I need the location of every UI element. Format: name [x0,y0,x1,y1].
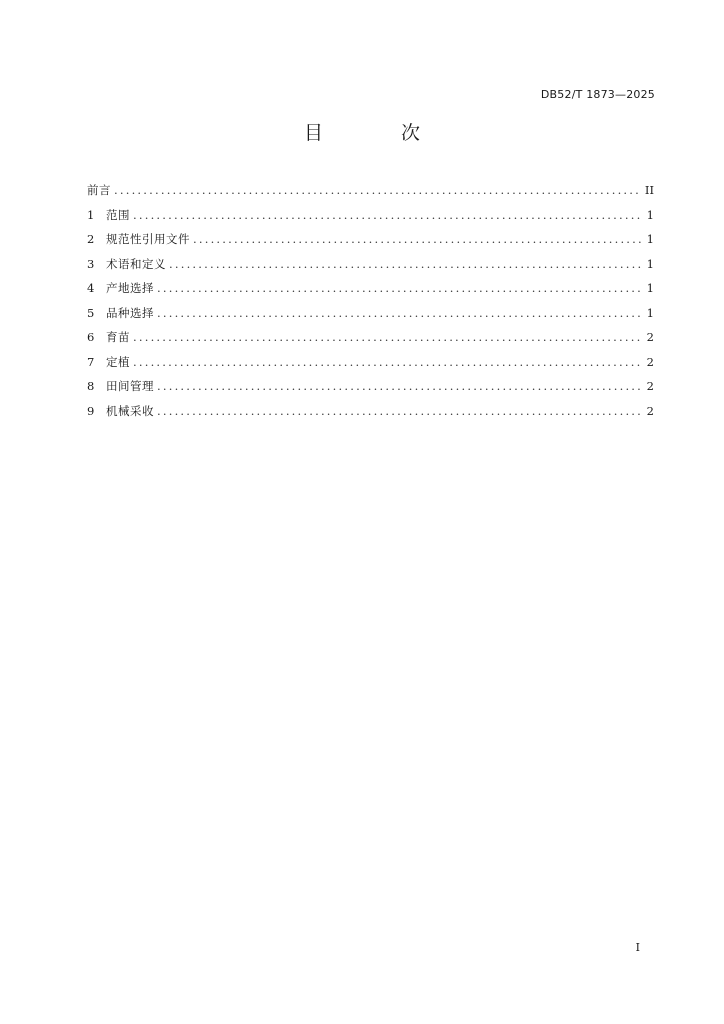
toc-entry-field-management[interactable] [87,378,654,403]
toc-entry-number: 8 [87,379,95,393]
toc-entry-label: 规范性引用文件 [106,232,190,246]
toc-entry-site-selection[interactable] [87,280,654,305]
toc-entry-variety-selection[interactable] [87,305,654,330]
toc-entry-seedling[interactable] [87,329,654,354]
toc-entry-label: 前言 [87,183,111,197]
toc-entry-number: 6 [87,330,95,344]
toc-entry-label: 术语和定义 [106,256,166,271]
toc-entry-label: 田间管理 [106,379,154,393]
document-code: DB52/T 1873—2025 [540,88,655,101]
toc-entry-label: 机械采收 [106,403,154,418]
toc-entry-page: 1 [646,232,654,246]
toc-entry-number: 7 [87,354,95,369]
toc-entry-number: 9 [87,403,95,418]
toc-entry-page: 1 [646,281,654,295]
toc-leader-dots [133,330,642,344]
toc-entry-page: 2 [646,379,654,393]
toc-leader-dots [133,208,642,222]
toc-entry-mechanical-harvest[interactable] [87,403,654,428]
toc-entry-number: 3 [87,256,95,271]
toc-entry-page: 1 [646,305,654,320]
table-of-contents [87,182,654,427]
toc-entry-scope[interactable] [87,207,654,232]
toc-entry-number: 4 [87,281,95,295]
toc-leader-dots [157,306,642,320]
toc-entry-label: 育苗 [106,330,130,344]
toc-entry-foreword[interactable] [87,182,654,207]
toc-leader-dots [114,183,641,197]
toc-entry-page: 2 [646,354,654,369]
toc-leader-dots [193,232,642,246]
toc-entry-number: 1 [87,207,95,222]
toc-entry-label: 定植 [106,354,130,369]
toc-entry-transplanting[interactable] [87,354,654,379]
toc-title: 目 次 [303,122,457,144]
toc-entry-page: 1 [646,256,654,271]
toc-entry-label: 品种选择 [106,305,154,320]
toc-entry-page: 2 [646,330,654,344]
toc-entry-number: 2 [87,232,95,246]
toc-leader-dots [157,379,642,393]
toc-entry-page: 1 [646,207,654,222]
toc-entry-label: 范围 [106,207,130,222]
toc-entry-number: 5 [87,305,95,320]
toc-leader-dots [169,257,642,271]
toc-entry-page: II [644,183,654,197]
toc-leader-dots [157,281,642,295]
page-number: I [635,941,640,954]
toc-leader-dots [133,355,642,369]
toc-entry-terms-definitions[interactable] [87,256,654,281]
toc-entry-page: 2 [646,403,654,418]
toc-entry-normative-references[interactable] [87,231,654,256]
toc-entry-label: 产地选择 [106,281,154,295]
toc-leader-dots [157,404,642,418]
